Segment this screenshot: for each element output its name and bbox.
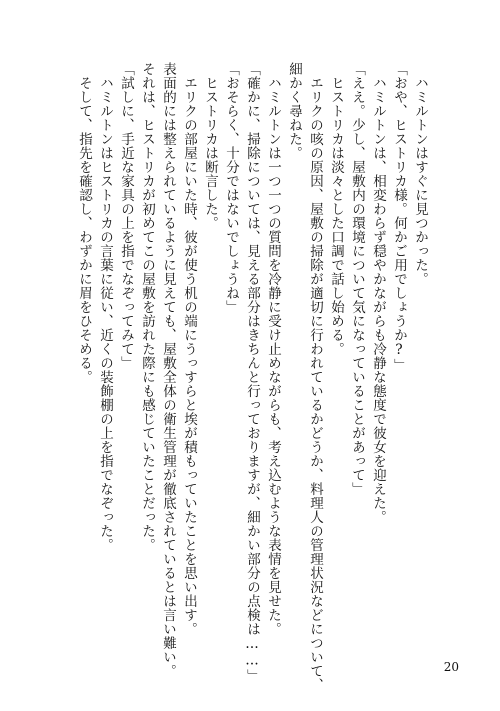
page-number: 20 (443, 660, 459, 674)
text-line: 「確かに、掃除については、見える部分はきちんと行っておりますが、細かい部分の点検は……」 (244, 62, 260, 683)
text-line: ハミルトンは一つ一つの質問を冷静に受け止めながらも、考え込むような表情を見せた。 (265, 75, 281, 636)
text-line: 「ええ。少し、屋敷内の環境について気になっていることがあって」 (349, 62, 365, 496)
text-line: ヒストリカは淡々とした口調で話し始める。 (328, 75, 344, 356)
text-line: 「おそらく、十分ではないでしょうね」 (223, 62, 239, 314)
text-line: ハミルトンはヒストリカの言葉に従い、近くの装飾棚の上を指でなぞった。 (97, 75, 113, 552)
text-line: 「試しに、手近な家具の上を指でなぞってみて」 (118, 62, 134, 370)
text-line: 細かく尋ねた。 (286, 62, 302, 160)
text-line: ヒストリカは断言した。 (202, 75, 218, 230)
text-line: エリクの咳の原因、屋敷の掃除が適切に行われているかどうか、料理人の管理状況などについて、 (307, 75, 323, 692)
text-line: ハミルトンは、相変わらず穏やかながらも冷静な態度で彼女を迎えた。 (370, 75, 386, 524)
text-line: エリクの部屋にいた時、彼が使う机の端にうっすらと埃が積もっていたことを思い出す。 (181, 75, 197, 636)
text-line: 表面的には整えられているように見えても、屋敷全体の衛生管理が徹底されているとは言い難い。 (160, 62, 176, 678)
body-text (73, 62, 430, 692)
text-line: それは、ヒストリカが初めてこの屋敷を訪れた際にも感じていたことだった。 (139, 62, 155, 552)
text-line: そして、指先を確認し、わずかに眉をひそめる。 (76, 75, 92, 384)
text-line: 「おや、ヒストリカ様。何かご用でしょうか?」 (391, 62, 407, 373)
text-line: ハミルトンはすぐに見つかった。 (412, 75, 428, 286)
